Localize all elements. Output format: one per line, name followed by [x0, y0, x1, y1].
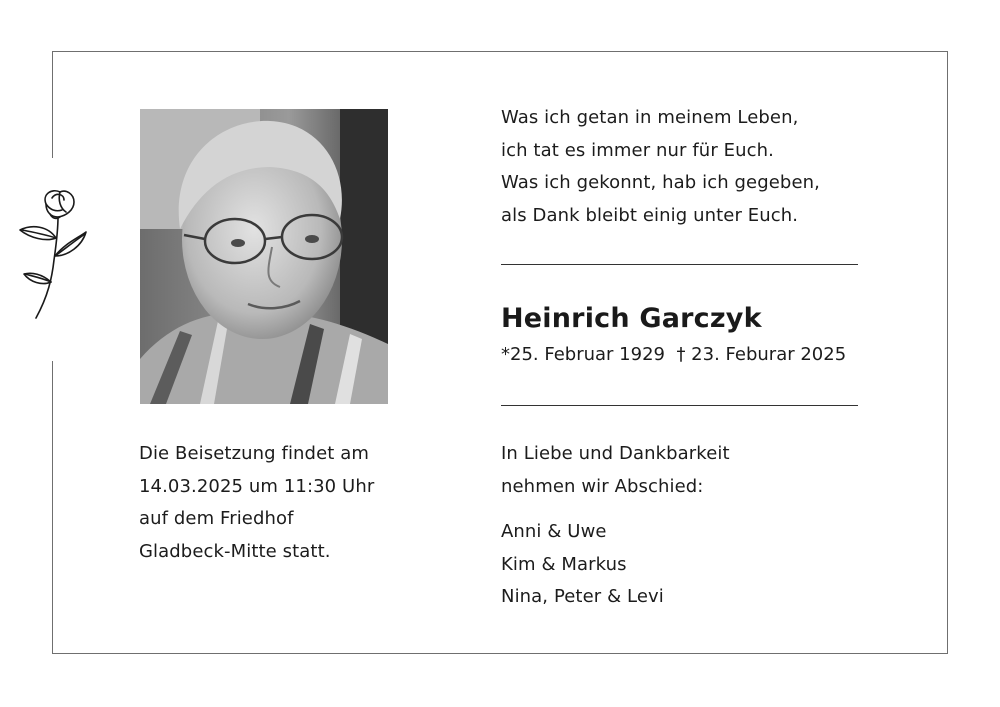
farewell-line: nehmen wir Abschied:	[501, 475, 704, 497]
verse	[501, 102, 820, 232]
farewell-line: In Liebe und Dankbarkeit	[501, 443, 730, 464]
burial-line: auf dem Friedhof	[139, 508, 294, 529]
divider-bottom	[501, 405, 858, 406]
farewell-text	[501, 438, 730, 503]
deceased-name: Heinrich Garczyk	[501, 303, 762, 334]
rose-icon	[16, 186, 90, 322]
life-dates	[501, 344, 846, 365]
mourner: Kim & Markus	[501, 553, 627, 575]
portrait-photo	[140, 109, 388, 404]
burial-line: 14.03.2025 um 11:30 Uhr	[139, 475, 375, 497]
verse-line: Was ich getan in meinem Leben,	[501, 107, 799, 128]
mourner: Anni & Uwe	[501, 521, 607, 542]
birth-date: *25. Februar 1929	[501, 344, 665, 365]
burial-info	[139, 438, 374, 568]
verse-line: als Dank bleibt einig unter Euch.	[501, 204, 799, 226]
death-date: † 23. Feburar 2025	[676, 344, 847, 365]
burial-line: Die Beisetzung findet am	[139, 443, 369, 464]
mourner: Nina, Peter & Levi	[501, 586, 664, 607]
verse-line: ich tat es immer nur für Euch.	[501, 139, 774, 161]
verse-line: Was ich gekonnt, hab ich gegeben,	[501, 172, 820, 193]
burial-line: Gladbeck-Mitte statt.	[139, 540, 331, 562]
mourners-list	[501, 516, 664, 614]
divider-top	[501, 264, 858, 265]
